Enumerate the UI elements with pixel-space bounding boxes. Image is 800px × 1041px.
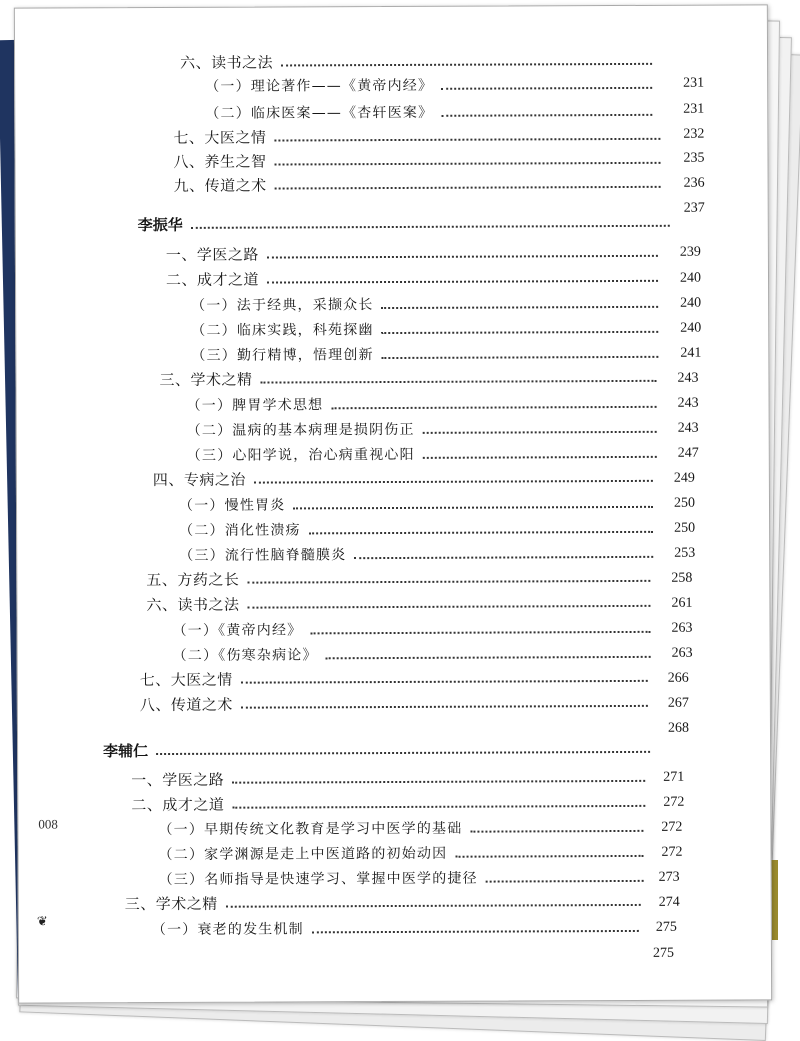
toc-entry-title: （一）早期传统文化教育是学习中医学的基础 [158,820,463,839]
leader-dots [470,830,643,833]
toc-entry-title: 八、传道之术 [139,695,233,714]
toc-entry [146,565,658,591]
page-number: 263 [671,620,693,636]
leader-dots [275,186,661,190]
toc-entry [187,416,665,442]
toc-entry-title: （二）消化性溃疡 [179,522,301,539]
toc-entry-title: 李振华 [137,215,183,234]
toc-entry [191,291,666,317]
page-number: 232 [683,126,705,142]
leader-dots [247,605,650,609]
page-number: 249 [673,470,695,486]
toc-entry [153,465,661,491]
toc-entry-title: 一、学医之路 [131,770,225,789]
leader-dots [382,356,659,359]
toc-entry [173,641,659,667]
toc-entry [140,665,656,691]
page-number: 231 [683,75,705,91]
toc-entry [179,516,661,542]
page-number: 236 [683,175,705,191]
leader-dots [191,225,670,229]
toc-page [14,4,772,1003]
leader-dots [241,680,648,684]
leader-dots [232,780,645,784]
toc-entry-title: （三）心阳学说，治心病重视心阳 [186,446,415,464]
page-number: 272 [661,819,683,835]
toc-entry-title: （一）脾胃学术思想 [186,397,324,414]
leader-dots [156,751,650,755]
leader-dots [293,506,653,510]
leader-dots [331,406,656,409]
toc-entry-title: 六、读书之法 [180,53,274,72]
toc-entry-title: 三、学术之精 [124,894,218,913]
toc-entry [158,815,651,841]
toc-entry-title: （二）临床实践，科苑探幽 [191,322,374,339]
page-number: 263 [671,645,693,661]
page-number: 253 [674,545,696,561]
toc-entry-title: 三、学术之精 [159,370,253,389]
toc-entry [152,915,647,941]
page-number: 275 [652,945,674,961]
leader-dots [455,855,643,858]
toc-entry-title: （一）慢性胃炎 [178,497,286,514]
toc-entry-title: （三）勤行精博，悟理创新 [191,347,374,364]
leader-dots [310,631,650,634]
page-number: 271 [663,769,685,785]
toc-entry-title: 八、养生之智 [173,152,267,171]
leader-dots [382,306,659,309]
page-number: 240 [680,320,702,336]
toc-entry-title: （一）衰老的发生机制 [151,921,304,939]
leader-dots [486,880,644,883]
toc-entry [159,865,652,891]
leader-dots [309,531,653,535]
leader-dots [423,456,657,459]
leader-dots [326,656,651,659]
toc-entry-title: 六、读书之法 [146,595,240,614]
folio-number: 008 [38,816,58,832]
toc-section-name [103,736,658,762]
page-number: 266 [667,670,689,686]
toc-entry [180,48,660,74]
leader-dots [241,705,648,709]
leader-dots [281,63,652,67]
toc-entry [125,889,649,915]
page-number: 268 [667,720,690,736]
toc-entry [146,590,658,616]
leader-dots [441,87,652,90]
leader-dots [441,114,652,117]
page-number: 243 [677,420,699,436]
page-number: 261 [671,595,693,611]
page-number: 241 [680,345,702,361]
page-number: 247 [677,445,699,461]
toc-entry-title: 九、传道之术 [173,176,267,195]
ornament-icon: ❦ [36,914,48,930]
toc-section-name [138,210,678,236]
toc-entry-title: （一）理论著作——《黄帝内经》 [205,77,434,95]
leader-dots [382,331,659,334]
toc-entry-title: （二）家学渊源是走上中医道路的初始动因 [158,845,448,864]
toc-entry [187,391,665,417]
toc-entry [205,99,660,125]
toc-entry-title: 李辅仁 [103,741,149,760]
leader-dots [260,380,656,384]
page-number: 250 [673,495,696,511]
toc-entry [179,491,661,517]
toc-entry-title: （二）临床医案——《杏轩医案》 [205,104,434,122]
toc-entry [187,441,665,467]
toc-entry-title: 七、大医之情 [173,128,267,147]
toc-entry [174,171,669,197]
toc-entry-title: （二）《伤寒杂病论》 [172,647,318,664]
page-number: 240 [680,295,702,311]
leader-dots [254,480,653,484]
page-number: 274 [658,894,680,910]
leader-dots [275,162,661,166]
page-number: 231 [683,101,705,117]
toc-entry [131,765,653,791]
toc-entry-title: 一、学医之路 [165,245,259,264]
page-number: 272 [661,844,683,860]
leader-dots [232,805,645,809]
toc-entry-title: 二、成才之道 [165,270,260,289]
leader-dots [247,580,650,584]
leader-dots [312,930,639,933]
toc-entry-title: （一）《黄帝内经》 [172,622,303,639]
page-number: 273 [658,869,680,885]
toc-entry [191,316,666,342]
page-number: 275 [655,919,677,935]
leader-dots [267,280,658,284]
page-number: 237 [683,200,705,216]
page-number: 239 [679,244,701,260]
toc-entry [173,147,668,173]
toc-entry-title: 四、专病之治 [152,470,246,489]
toc-entry-title: （一）法于经典，采撷众长 [191,297,374,314]
leader-dots [267,255,658,259]
toc-entry-title: 五、方药之长 [146,570,240,589]
page-number: 267 [667,695,689,711]
page-number: 272 [663,794,685,810]
page-number: 235 [683,150,705,166]
toc-entry [166,265,666,291]
toc-entry [191,341,666,367]
leader-dots [354,556,653,559]
toc-entry [172,616,658,642]
toc-entry [166,240,666,266]
page-number: 258 [671,570,693,586]
toc-entry [158,840,651,866]
page-number: 250 [674,520,696,536]
page-number: 240 [679,270,702,286]
toc-entry [131,790,653,816]
toc-entry [140,690,656,716]
toc-entry [205,72,660,98]
toc-entry [179,541,661,567]
leader-dots [274,138,660,142]
page-number: 243 [677,395,699,411]
toc-entry-title: （三）流行性脑脊髓膜炎 [179,547,347,564]
toc-entry-title: 七、大医之情 [139,670,233,689]
leader-dots [226,904,641,908]
page-number: 243 [677,370,699,386]
toc-entry-title: 二、成才之道 [131,795,225,814]
toc-entry [159,365,664,391]
toc-entry [173,123,668,149]
toc-entry-title: （三）名师指导是快速学习、掌握中医学的捷径 [158,870,478,889]
toc-entry-title: （二）温病的基本病理是损阴伤正 [186,421,415,439]
leader-dots [423,431,657,434]
